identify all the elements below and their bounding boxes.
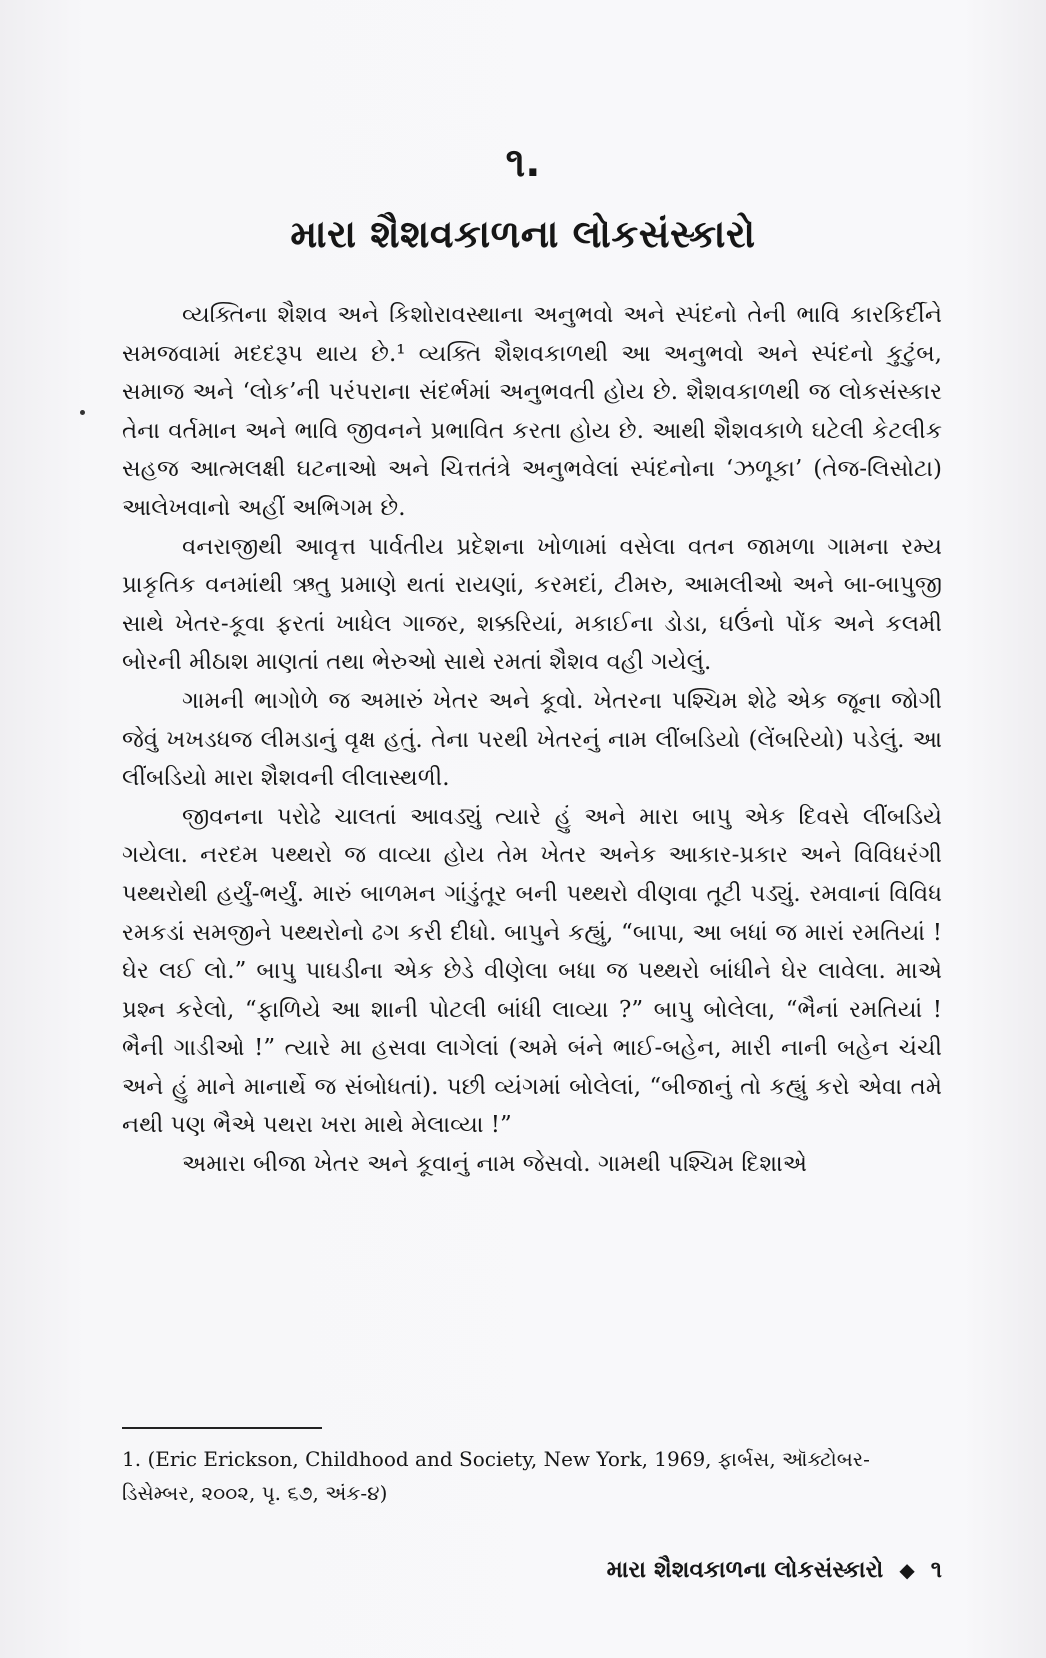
footnote-divider — [122, 1427, 322, 1429]
ink-speck — [80, 410, 85, 415]
body-text — [122, 296, 942, 1184]
footnote: 1. (Eric Erickson, Childhood and Society, New York, 1969, ફાર્બસ, ઑક્ટોબર-ડિસેમ્બર, ૨૦૦૨, પૃ. ૬૭, અંક-૪) — [122, 1447, 870, 1505]
paragraph: જીવનના પરોઢે ચાલતાં આવડ્યું ત્યારે હું અને મારા બાપુ એક દિવસે લીંબડિયે ગયેલા. નરદમ પથ્થરો જ વાવ્યા હોય તેમ ખેતર અનેક આકાર-પ્રકાર અને વિવિધરંગી પથ્થરોથી હર્યું-ભર્યું. મારું બાળમન ગાંડુંતૂર બની પથ્થરો વીણવા તૂટી પડ્યું. રમવાનાં વિવિધ રમકડાં સમજીને પથ્થરોનો ઢગ કરી દીધો. બાપુને કહ્યું, “બાપા, આ બધાં જ મારાં રમતિયાં ! ઘેર લઈ લો.” બાપુ પાઘડીના એક છેડે વીણેલા બધા જ પથ્થરો બાંધીને ઘેર લાવેલા. માએ પ્રશ્ન કરેલો, “ફાળિયે આ શાની પોટલી બાંધી લાવ્યા ?” બાપુ બોલેલા, “ભૈનાં રમતિયાં ! ભૈની ગાડીઓ !” ત્યારે મા હસવા લાગેલાં (અમે બંને ભાઈ-બહેન, મારી નાની બહેન ચંચી અને હું માને માનાર્થે જ સંબોધતાં). પછી વ્યંગમાં બોલેલાં, “બીજાનું તો કહ્યું કરો એવા તમે નથી પણ ભૈએ પથરા ખરા માથે મેલાવ્યા !” — [122, 803, 942, 1139]
chapter-title: મારા શૈશવકાળના લોકસંસ્કારો — [290, 212, 756, 256]
paragraph: વ્યક્તિના શૈશવ અને કિશોરાવસ્થાના અનુભવો અને સ્પંદનો તેની ભાવિ કારકિર્દીને સમજવામાં મદદરૂપ થાય છે.¹ વ્યક્તિ શૈશવકાળથી આ અનુભવો અને સ્પંદનો કુટુંબ, સમાજ અને ‘લોક’ની પરંપરાના સંદર્ભમાં અનુભવતી હોય છે. શૈશવકાળથી જ લોકસંસ્કાર તેના વર્તમાન અને ભાવિ જીવનને પ્રભાવિત કરતા હોય છે. આથી શૈશવકાળે ઘટેલી કેટલીક સહજ આત્મલક્ષી ઘટનાઓ અને ચિત્તતંત્રે અનુભવેલાં સ્પંદનોના ‘ઝળૂકા’ (તેજ-લિસોટા) આલેખવાનો અહીં અભિગમ છે. — [122, 302, 942, 521]
diamond-separator-icon: ◆ — [899, 1558, 915, 1582]
chapter-number: ૧. — [505, 140, 541, 186]
paragraph: અમારા બીજા ખેતર અને કૂવાનું નામ જેસવો. ગામથી પશ્ચિમ દિશાએ — [182, 1151, 808, 1178]
paragraph: વનરાજીથી આવૃત્ત પાર્વતીય પ્રદેશના ખોળામાં વસેલા વતન જામળા ગામના રમ્ય પ્રાકૃતિક વનમાંથી ઋતુ પ્રમાણે થતાં રાયણાં, કરમદાં, ટીમરુ, આમલીઓ અને બા-બાપુજી સાથે ખેતર-કૂવા ફરતાં ખાધેલ ગાજર, શક્કરિયાં, મકાઈના ડોડા, ઘઉંનો પોંક અને કલમી બોરની મીઠાશ માણતાં તથા ભેરુઓ સાથે રમતાં શૈશવ વહી ગયેલું. — [122, 533, 942, 676]
running-title: મારા શૈશવકાળના લોકસંસ્કારો — [606, 1556, 884, 1583]
page-footer — [607, 1556, 942, 1583]
paragraph: ગામની ભાગોળે જ અમારું ખેતર અને કૂવો. ખેતરના પશ્ચિમ શેઢે એક જૂના જોગી જેવું ખખડધજ લીમડાનું વૃક્ષ હતું. તેના પરથી ખેતરનું નામ લીંબડિયો (લેંબરિયો) પડેલું. આ લીંબડિયો મારા શૈશવની લીલાસ્થળી. — [122, 687, 942, 792]
page-number: ૧ — [930, 1556, 942, 1583]
